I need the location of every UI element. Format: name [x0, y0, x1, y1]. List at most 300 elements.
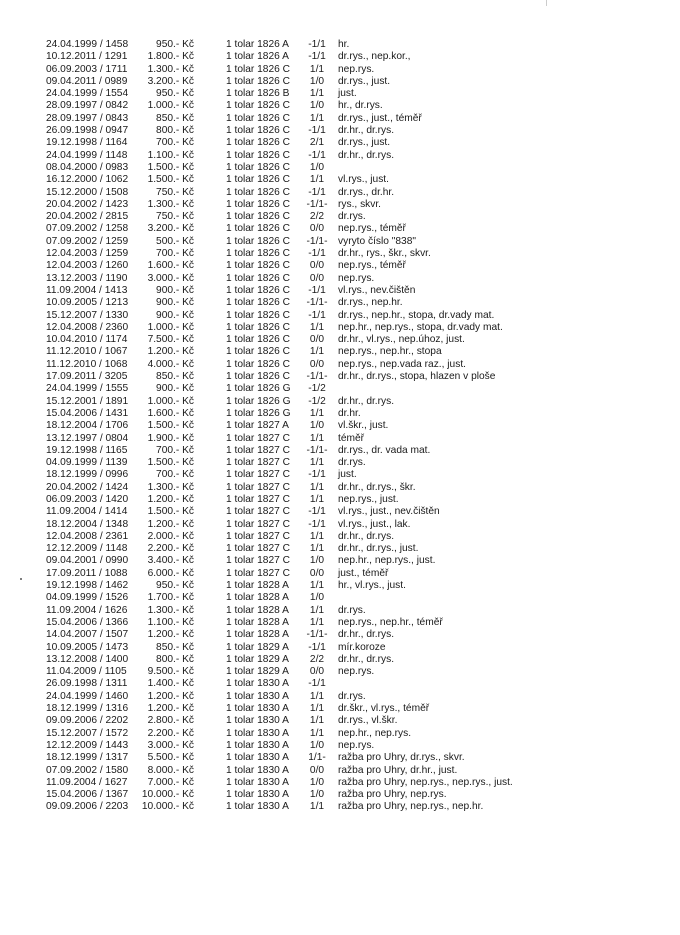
record-note: dr.hr., dr.rys.	[338, 653, 395, 665]
record-coin: 1 tolar 1826 B	[226, 88, 290, 100]
record-coin: 1 tolar 1826 A	[226, 51, 289, 63]
record-grade: -1/1	[308, 469, 326, 481]
record-grade: 1/1	[309, 63, 325, 75]
record-row	[0, 76, 680, 88]
record-row	[0, 100, 680, 112]
record-note: nep.rys.	[338, 63, 375, 75]
record-grade: 0/0	[309, 666, 325, 678]
record-price: 1.100.- Kč	[147, 616, 194, 628]
record-row	[0, 88, 680, 100]
record-price: 1.300.- Kč	[147, 63, 194, 75]
record-date-lot: 15.12.2001 / 1891	[46, 395, 129, 407]
record-coin: 1 tolar 1830 A	[226, 690, 289, 702]
record-grade: 0/0	[309, 260, 325, 272]
record-coin: 1 tolar 1826 C	[226, 272, 290, 284]
record-grade: -1/1	[308, 309, 326, 321]
record-note: dr.škr., vl.rys., téměř	[338, 703, 430, 715]
record-price: 1.500.- Kč	[147, 420, 194, 432]
record-note: nep.rys., téměř	[338, 260, 406, 272]
record-note: ražba pro Uhry, nep.rys.	[338, 789, 447, 801]
record-price: 1.100.- Kč	[147, 149, 194, 161]
record-coin: 1 tolar 1826 G	[226, 383, 291, 395]
record-grade: 1/1	[309, 457, 325, 469]
record-note: dr.rys., just.	[338, 137, 391, 149]
record-price: 1.500.- Kč	[147, 174, 194, 186]
record-grade: 1/1	[309, 407, 325, 419]
record-note: ražba pro Uhry, nep.rys., nep.hr.	[338, 801, 484, 813]
record-note: dr.hr.	[338, 407, 361, 419]
record-coin: 1 tolar 1830 A	[226, 776, 289, 788]
record-row	[0, 457, 680, 469]
record-date-lot: 06.09.2003 / 1711	[46, 63, 128, 75]
record-note: dr.rys.	[338, 690, 366, 702]
record-row	[0, 728, 680, 740]
record-coin: 1 tolar 1826 C	[226, 284, 290, 296]
record-date-lot: 18.12.2004 / 1706	[46, 420, 129, 432]
record-date-lot: 18.12.2004 / 1348	[46, 518, 129, 530]
record-note: dr.rys.	[338, 604, 366, 616]
record-note: dr.rys., nep.kor.,	[338, 51, 411, 63]
record-price: 850.- Kč	[156, 641, 194, 653]
record-row	[0, 580, 680, 592]
record-row	[0, 765, 680, 777]
record-note: vl.rys., just., lak.	[338, 518, 411, 530]
record-row	[0, 519, 680, 531]
record-row	[0, 322, 680, 334]
record-coin: 1 tolar 1827 C	[226, 432, 290, 444]
record-date-lot: 24.04.1999 / 1555	[46, 383, 129, 395]
record-note: vyryto číslo "838"	[338, 235, 417, 247]
record-note: nep.rys.	[338, 739, 375, 751]
record-grade: 1/1	[309, 604, 325, 616]
record-coin: 1 tolar 1826 C	[226, 75, 290, 87]
record-coin: 1 tolar 1826 A	[226, 39, 289, 50]
record-date-lot: 10.09.2005 / 1473	[46, 641, 129, 653]
record-coin: 1 tolar 1826 C	[226, 371, 290, 383]
record-coin: 1 tolar 1829 A	[226, 653, 289, 665]
record-row	[0, 605, 680, 617]
record-grade: -1/1	[308, 39, 326, 50]
record-grade: 1/0	[309, 592, 325, 604]
record-date-lot: 19.12.1998 / 1164	[46, 137, 128, 149]
record-note: nep.rys., nep.hr., stopa	[338, 346, 442, 358]
record-price: 1.300.- Kč	[147, 481, 194, 493]
record-price: 1.200.- Kč	[147, 346, 194, 358]
record-price: 950.- Kč	[156, 88, 194, 100]
record-price: 1.200.- Kč	[147, 518, 194, 530]
record-date-lot: 15.12.2007 / 1572	[46, 727, 129, 739]
record-date-lot: 17.09.2011 / 1088	[46, 567, 128, 579]
record-price: 900.- Kč	[156, 383, 194, 395]
record-price: 1.000.- Kč	[147, 395, 194, 407]
record-coin: 1 tolar 1826 C	[226, 174, 290, 186]
record-price: 5.500.- Kč	[147, 752, 194, 764]
record-note: dr.rys., vl.škr.	[338, 715, 398, 727]
record-note: just.	[338, 469, 357, 481]
record-note: dr.hr., dr.rys.	[338, 125, 395, 137]
record-row	[0, 297, 680, 309]
record-coin: 1 tolar 1827 C	[226, 543, 290, 555]
record-price: 1.200.- Kč	[147, 629, 194, 641]
record-row	[0, 506, 680, 518]
record-note: dr.hr., dr.rys.	[338, 395, 395, 407]
record-price: 800.- Kč	[156, 125, 194, 137]
record-price: 3.000.- Kč	[147, 739, 194, 751]
record-price: 3.000.- Kč	[147, 272, 194, 284]
record-price: 1.700.- Kč	[147, 592, 194, 604]
record-date-lot: 15.12.2000 / 1508	[46, 186, 129, 198]
record-grade: -1/2	[308, 395, 326, 407]
record-coin: 1 tolar 1827 C	[226, 518, 290, 530]
record-date-lot: 07.09.2002 / 1580	[46, 764, 129, 776]
record-grade: -1/1	[308, 641, 326, 653]
record-note: vl.škr., just.	[338, 420, 389, 432]
record-date-lot: 19.12.1998 / 1462	[46, 580, 129, 592]
record-grade: 1/1	[309, 346, 325, 358]
record-grade: 1/1	[309, 493, 325, 505]
record-date-lot: 06.09.2003 / 1420	[46, 493, 129, 505]
record-grade: 1/0	[309, 420, 325, 432]
record-row	[0, 383, 680, 395]
record-row	[0, 223, 680, 235]
record-grade: 1/0	[309, 100, 325, 112]
record-note: dr.hr., dr.rys., škr.	[338, 481, 416, 493]
record-row	[0, 629, 680, 641]
record-note: dr.rys., just.	[338, 75, 391, 87]
record-price: 1.500.- Kč	[147, 161, 194, 173]
record-note: hr., dr.rys.	[338, 100, 383, 112]
record-note: nep.hr., nep.rys., stopa, dr.vady mat.	[338, 321, 503, 333]
record-date-lot: 13.12.1997 / 0804	[46, 432, 129, 444]
record-coin: 1 tolar 1826 C	[226, 309, 290, 321]
record-grade: 1/0	[309, 789, 325, 801]
record-grade: 1/1	[309, 703, 325, 715]
record-coin: 1 tolar 1826 C	[226, 149, 290, 161]
record-row	[0, 543, 680, 555]
record-row	[0, 801, 680, 813]
record-date-lot: 24.04.1999 / 1460	[46, 690, 129, 702]
record-date-lot: 07.09.2002 / 1259	[46, 235, 129, 247]
record-row	[0, 592, 680, 604]
record-date-lot: 07.09.2002 / 1258	[46, 223, 129, 235]
record-grade: 1/1	[309, 801, 325, 813]
record-price: 2.800.- Kč	[147, 715, 194, 727]
record-price: 850.- Kč	[156, 371, 194, 383]
record-grade: -1/1	[308, 248, 326, 260]
record-coin: 1 tolar 1826 C	[226, 186, 290, 198]
scan-dot	[20, 578, 22, 580]
record-date-lot: 09.04.2011 / 0989	[46, 75, 128, 87]
record-grade: -1/1-	[306, 629, 328, 641]
record-note: dr.rys., just., téměř	[338, 112, 422, 124]
record-note: téměř	[338, 432, 365, 444]
record-grade: 1/1	[309, 616, 325, 628]
record-note: hr.	[338, 39, 350, 50]
record-price: 750.- Kč	[156, 211, 194, 223]
record-row	[0, 789, 680, 801]
record-grade: 1/0	[309, 776, 325, 788]
record-note: just.	[338, 88, 357, 100]
record-coin: 1 tolar 1827 A	[226, 420, 289, 432]
record-date-lot: 12.04.2008 / 2361	[46, 530, 129, 542]
record-note: nep.hr., nep.rys., just.	[338, 555, 436, 567]
record-row	[0, 531, 680, 543]
record-price: 2.200.- Kč	[147, 727, 194, 739]
record-date-lot: 11.09.2004 / 1413	[46, 284, 128, 296]
record-grade: -1/1	[308, 125, 326, 137]
record-date-lot: 10.09.2005 / 1213	[46, 297, 129, 309]
auction-record-list	[0, 39, 680, 814]
record-grade: 1/1	[309, 321, 325, 333]
record-note: rys., skvr.	[338, 198, 382, 210]
record-price: 950.- Kč	[156, 580, 194, 592]
record-row	[0, 371, 680, 383]
record-date-lot: 08.04.2000 / 0983	[46, 161, 129, 173]
record-row	[0, 777, 680, 789]
record-note: nep.rys.	[338, 272, 375, 284]
record-coin: 1 tolar 1826 G	[226, 407, 291, 419]
record-note: ražba pro Uhry, dr.hr., just.	[338, 764, 458, 776]
record-price: 2.000.- Kč	[147, 530, 194, 542]
record-date-lot: 13.12.2008 / 1400	[46, 653, 129, 665]
record-price: 1.300.- Kč	[147, 604, 194, 616]
record-coin: 1 tolar 1830 A	[226, 703, 289, 715]
record-date-lot: 09.09.2006 / 2202	[46, 715, 129, 727]
record-coin: 1 tolar 1827 C	[226, 530, 290, 542]
record-row	[0, 433, 680, 445]
record-date-lot: 12.04.2008 / 2360	[46, 321, 129, 333]
record-price: 1.200.- Kč	[147, 690, 194, 702]
record-row	[0, 285, 680, 297]
record-price: 9.500.- Kč	[147, 666, 194, 678]
record-row	[0, 113, 680, 125]
record-note: mír.koroze	[338, 641, 386, 653]
record-price: 700.- Kč	[156, 469, 194, 481]
record-row	[0, 346, 680, 358]
record-grade: 1/1	[309, 530, 325, 542]
record-row	[0, 703, 680, 715]
record-date-lot: 12.04.2003 / 1260	[46, 260, 129, 272]
record-price: 2.200.- Kč	[147, 543, 194, 555]
record-grade: 1/1	[309, 481, 325, 493]
record-price: 750.- Kč	[156, 186, 194, 198]
record-price: 1.000.- Kč	[147, 321, 194, 333]
record-price: 900.- Kč	[156, 284, 194, 296]
record-coin: 1 tolar 1828 A	[226, 616, 289, 628]
record-coin: 1 tolar 1827 C	[226, 555, 290, 567]
record-grade: -1/1	[308, 518, 326, 530]
record-grade: -1/1	[308, 506, 326, 518]
record-price: 1.300.- Kč	[147, 198, 194, 210]
record-date-lot: 18.12.1999 / 1317	[46, 752, 129, 764]
record-note: dr.rys.	[338, 211, 366, 223]
record-date-lot: 09.04.2001 / 0990	[46, 555, 129, 567]
record-date-lot: 04.09.1999 / 1526	[46, 592, 129, 604]
record-date-lot: 10.04.2010 / 1174	[46, 334, 128, 346]
record-price: 950.- Kč	[156, 39, 194, 50]
record-grade: 2/2	[309, 211, 325, 223]
record-price: 1.400.- Kč	[147, 678, 194, 690]
record-date-lot: 17.09.2011 / 3205	[46, 371, 128, 383]
record-coin: 1 tolar 1828 A	[226, 580, 289, 592]
record-coin: 1 tolar 1828 A	[226, 604, 289, 616]
record-row	[0, 715, 680, 727]
record-grade: 0/0	[309, 358, 325, 370]
record-price: 8.000.- Kč	[147, 764, 194, 776]
record-coin: 1 tolar 1826 C	[226, 112, 290, 124]
record-coin: 1 tolar 1826 C	[226, 223, 290, 235]
record-note: dr.rys., nep.hr.	[338, 297, 403, 309]
record-coin: 1 tolar 1828 A	[226, 592, 289, 604]
record-grade: -1/1-	[306, 444, 328, 456]
record-grade: 0/0	[309, 764, 325, 776]
record-coin: 1 tolar 1826 C	[226, 358, 290, 370]
record-grade: -1/1	[308, 284, 326, 296]
record-row	[0, 39, 680, 51]
record-coin: 1 tolar 1826 C	[226, 321, 290, 333]
record-grade: 0/0	[309, 567, 325, 579]
record-note: nep.rys., téměř	[338, 223, 406, 235]
record-price: 1.500.- Kč	[147, 506, 194, 518]
record-grade: 1/1	[309, 174, 325, 186]
record-note: dr.rys., dr.hr.	[338, 186, 395, 198]
record-date-lot: 14.04.2007 / 1507	[46, 629, 129, 641]
record-date-lot: 13.12.2003 / 1190	[46, 272, 128, 284]
record-date-lot: 11.12.2010 / 1068	[46, 358, 128, 370]
record-note: dr.rys., nep.hr., stopa, dr.vady mat.	[338, 309, 495, 321]
record-coin: 1 tolar 1830 A	[226, 789, 289, 801]
record-price: 3.200.- Kč	[147, 223, 194, 235]
record-note: hr., vl.rys., just.	[338, 580, 406, 592]
record-row	[0, 617, 680, 629]
record-date-lot: 20.04.2002 / 1423	[46, 198, 129, 210]
record-row	[0, 568, 680, 580]
record-coin: 1 tolar 1830 A	[226, 678, 289, 690]
record-grade: 0/0	[309, 334, 325, 346]
record-coin: 1 tolar 1830 A	[226, 715, 289, 727]
record-row	[0, 273, 680, 285]
record-price: 500.- Kč	[156, 235, 194, 247]
record-note: nep.rys., just.	[338, 493, 399, 505]
record-row	[0, 334, 680, 346]
record-row	[0, 740, 680, 752]
record-coin: 1 tolar 1830 A	[226, 764, 289, 776]
record-price: 700.- Kč	[156, 137, 194, 149]
record-grade: -1/2	[308, 383, 326, 395]
record-date-lot: 16.12.2000 / 1062	[46, 174, 129, 186]
record-coin: 1 tolar 1827 C	[226, 567, 290, 579]
record-price: 700.- Kč	[156, 248, 194, 260]
record-price: 3.200.- Kč	[147, 75, 194, 87]
record-note: vl.rys., just., nev.čištěn	[338, 506, 440, 518]
record-price: 1.000.- Kč	[147, 100, 194, 112]
record-date-lot: 10.12.2011 / 1291	[46, 51, 128, 63]
record-date-lot: 26.09.1998 / 0947	[46, 125, 129, 137]
record-grade: 1/1	[309, 432, 325, 444]
record-coin: 1 tolar 1826 C	[226, 297, 290, 309]
record-row	[0, 211, 680, 223]
record-grade: -1/1	[308, 678, 326, 690]
record-note: just., téměř	[338, 567, 389, 579]
record-coin: 1 tolar 1827 C	[226, 457, 290, 469]
record-note: dr.hr., dr.rys.	[338, 629, 395, 641]
record-price: 10.000.- Kč	[141, 801, 194, 813]
record-price: 1.900.- Kč	[147, 432, 194, 444]
record-row	[0, 396, 680, 408]
record-row	[0, 248, 680, 260]
record-price: 6.000.- Kč	[147, 567, 194, 579]
record-price: 4.000.- Kč	[147, 358, 194, 370]
record-coin: 1 tolar 1826 C	[226, 260, 290, 272]
record-coin: 1 tolar 1826 C	[226, 248, 290, 260]
record-row	[0, 236, 680, 248]
record-date-lot: 18.12.1999 / 0996	[46, 469, 129, 481]
record-row	[0, 642, 680, 654]
record-note: nep.hr., nep.rys.	[338, 727, 412, 739]
record-row	[0, 482, 680, 494]
record-coin: 1 tolar 1827 C	[226, 493, 290, 505]
record-date-lot: 15.04.2006 / 1367	[46, 789, 129, 801]
record-row	[0, 359, 680, 371]
record-coin: 1 tolar 1826 C	[226, 125, 290, 137]
record-note: nep.rys., nep.vada raz., just.	[338, 358, 466, 370]
record-note: dr.hr., vl.rys., nep.úhoz, just.	[338, 334, 465, 346]
record-grade: -1/1-	[306, 198, 328, 210]
record-date-lot: 11.04.2009 / 1105	[46, 666, 127, 678]
record-coin: 1 tolar 1830 A	[226, 752, 289, 764]
record-date-lot: 09.09.2006 / 2203	[46, 801, 129, 813]
record-date-lot: 15.12.2007 / 1330	[46, 309, 129, 321]
record-grade: 1/0	[309, 555, 325, 567]
record-row	[0, 150, 680, 162]
record-grade: 2/1	[309, 137, 325, 149]
record-row	[0, 666, 680, 678]
record-grade: 1/1	[309, 580, 325, 592]
record-date-lot: 12.12.2009 / 1148	[46, 543, 128, 555]
record-price: 1.600.- Kč	[147, 260, 194, 272]
record-note: vl.rys., nev.čištěn	[338, 284, 416, 296]
record-grade: -1/1	[308, 149, 326, 161]
record-date-lot: 20.04.2002 / 2815	[46, 211, 129, 223]
record-price: 1.600.- Kč	[147, 407, 194, 419]
record-date-lot: 12.12.2009 / 1443	[46, 739, 129, 751]
record-coin: 1 tolar 1827 C	[226, 444, 290, 456]
record-row	[0, 310, 680, 322]
record-price: 1.500.- Kč	[147, 457, 194, 469]
record-row	[0, 494, 680, 506]
record-grade: -1/1	[308, 51, 326, 63]
record-date-lot: 24.04.1999 / 1458	[46, 39, 129, 50]
record-date-lot: 12.04.2003 / 1259	[46, 248, 129, 260]
record-date-lot: 19.12.1998 / 1165	[46, 444, 128, 456]
record-date-lot: 11.09.2004 / 1627	[46, 776, 128, 788]
record-date-lot: 28.09.1997 / 0843	[46, 112, 129, 124]
record-note: ražba pro Uhry, dr.rys., skvr.	[338, 752, 465, 764]
record-row	[0, 199, 680, 211]
record-coin: 1 tolar 1826 G	[226, 395, 291, 407]
record-row	[0, 555, 680, 567]
record-price: 850.- Kč	[156, 112, 194, 124]
record-grade: -1/1	[308, 186, 326, 198]
record-coin: 1 tolar 1826 C	[226, 334, 290, 346]
record-date-lot: 20.04.2002 / 1424	[46, 481, 129, 493]
record-row	[0, 691, 680, 703]
record-grade: -1/1-	[306, 235, 328, 247]
record-row	[0, 469, 680, 481]
record-coin: 1 tolar 1830 A	[226, 739, 289, 751]
record-note: dr.hr., dr.rys.	[338, 149, 395, 161]
record-coin: 1 tolar 1826 C	[226, 137, 290, 149]
